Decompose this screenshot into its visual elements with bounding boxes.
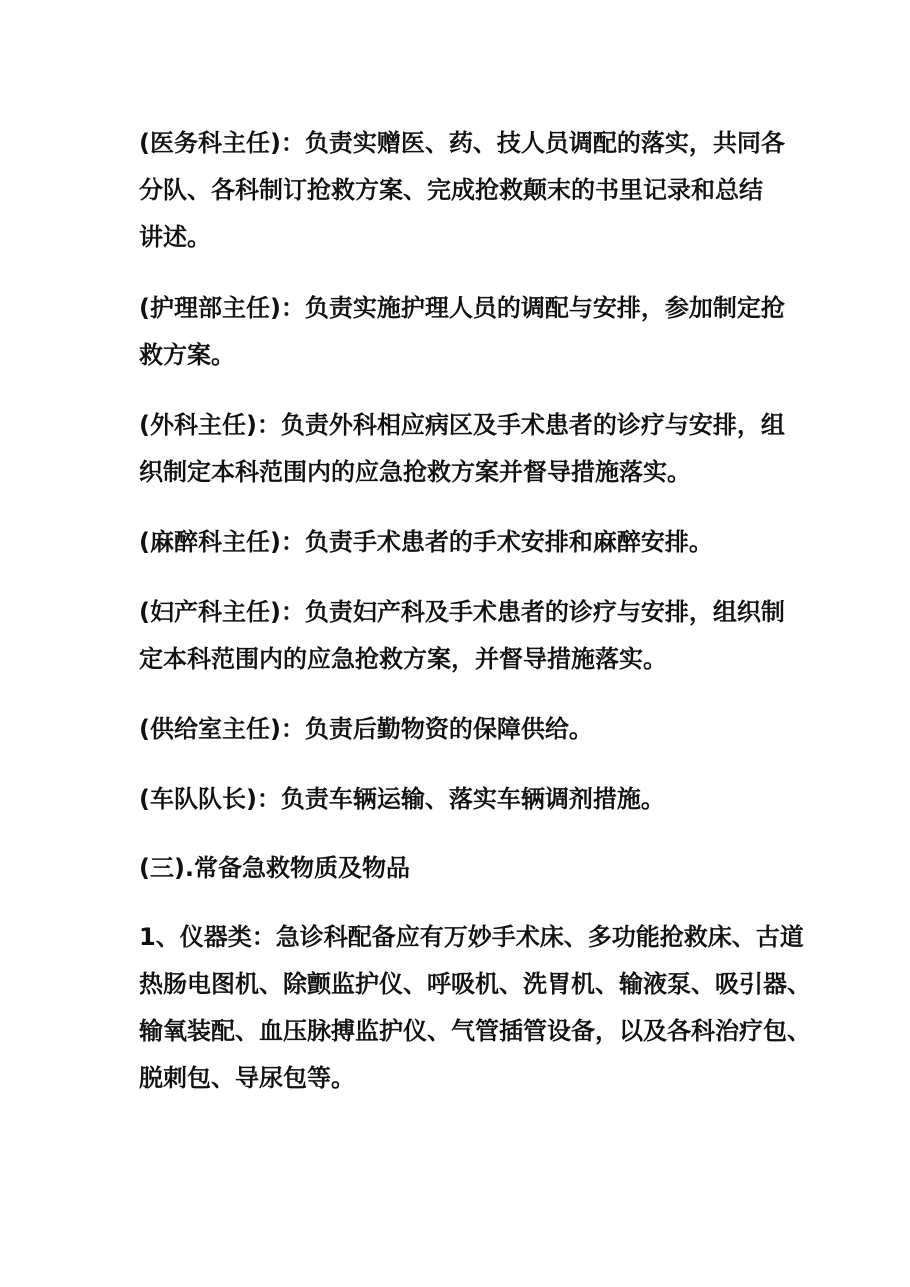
text-line: (外科主任)：负责外科相应病区及手术患者的诊疗与安排，组 [139,411,785,439]
paragraph-fleet-captain [139,776,789,823]
text-line: (护理部主任)：负责实施护理人员的调配与安排，参加制定抢 [139,294,785,322]
text-line: (麻醉科主任)：负责手术患者的手术安排和麻醉安排。 [139,528,713,556]
paragraph-instruments [139,914,811,1102]
text-line: 1、仪器类：急诊科配备应有万妙手术床、多功能抢救床、古道 [139,923,804,951]
text-line: 讲述。 [139,223,211,251]
section-heading-emergency-supplies [139,845,789,892]
text-line: (医务科主任)：负责实赠医、药、技人员调配的落实，共同各 [139,129,785,157]
text-line: 分队、各科制订抢救方案、完成抢救颠末的书里记录和总结 [139,176,763,204]
paragraph-surgery-director [139,402,789,496]
text-line: 救方案。 [139,341,235,369]
text-line: (车队队长)：负责车辆运输、落实车辆调剂措施。 [139,785,665,813]
paragraph-nursing-director [139,285,789,379]
text-line: (三).常备急救物质及物品 [139,854,411,882]
text-line: 输氧装配、血压脉搏监护仪、气管插管设备，以及各科治疗包、 [139,1017,811,1045]
paragraph-obstetrics-director [139,589,789,683]
text-line: 脱刺包、导尿包等。 [139,1064,355,1092]
paragraph-medical-affairs-director [139,120,789,261]
text-line: 热肠电图机、除颤监护仪、呼吸机、洗胃机、输液泵、吸引器、 [139,970,811,998]
paragraph-supply-director [139,706,789,753]
text-line: (供给室主任)：负责后勤物资的保障供给。 [139,715,593,743]
text-line: 织制定本科范围内的应急抢救方案并督导措施落实。 [139,458,691,486]
text-line: (妇产科主任)：负责妇产科及手术患者的诊疗与安排，组织制 [139,598,785,626]
paragraph-anesthesia-director [139,519,789,566]
text-line: 定本科范围内的应急抢救方案，并督导措施落实。 [139,645,667,673]
